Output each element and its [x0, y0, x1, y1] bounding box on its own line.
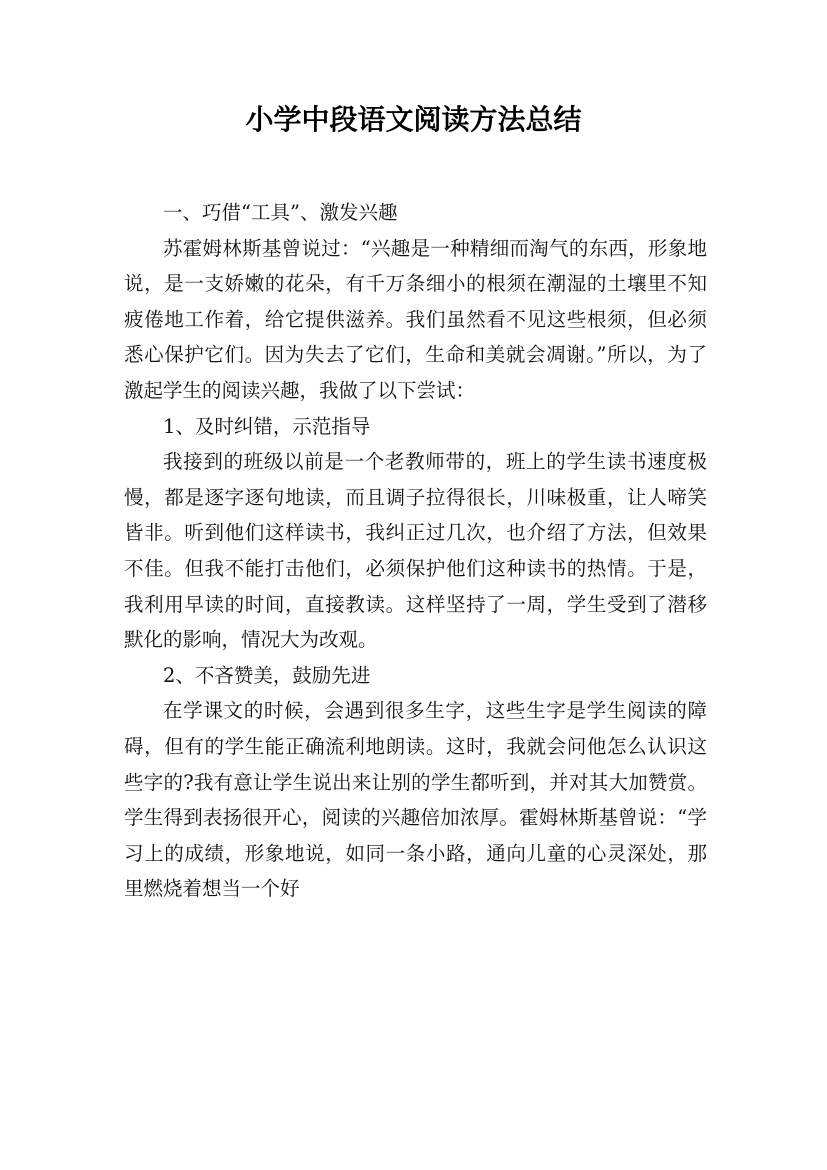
document-body — [124, 195, 707, 907]
section-heading-1: 一、巧借“工具”、激发兴趣 — [163, 201, 398, 224]
page-title: 小学中段语文阅读方法总结 — [245, 103, 582, 136]
paragraph-3: 在学课文的时候，会遇到很多生字，这些生字是学生阅读的障碍，但有的学生能正确流利地朗读。这时，我就会问他怎么认识这些字的?我有意让学生说出来让别的学生都听到，并对其大加赞赏。学生得到表扬很开心，阅读的兴趣倍加浓厚。霍姆林斯基曾说：“学习上的成绩，形象地说，如同一条小路，通向儿童的心灵深处，那里燃烧着想当一个好 — [124, 699, 707, 901]
paragraph-1: 苏霍姆林斯基曾说过：“兴趣是一种精细而淘气的东西，形象地说，是一支娇嫩的花朵，有千万条细小的根须在潮湿的土壤里不知疲倦地工作着，给它提供滋养。我们虽然看不见这些根须，但必须悉心保护它们。因为失去了它们，生命和美就会凋谢。”所以，为了激起学生的阅读兴趣，我做了以下尝试： — [124, 236, 707, 402]
subheading-2: 2、不吝赞美，鼓励先进 — [163, 663, 371, 687]
paragraph-2: 我接到的班级以前是一个老教师带的，班上的学生读书速度极慢，都是逐字逐句地读，而且调子拉得很长，川味极重，让人啼笑皆非。听到他们这样读书，我纠正过几次，也介绍了方法，但效果不佳。但我不能打击他们，必须保护他们这种读书的热情。于是，我利用早读的时间，直接教读。这样坚持了一周，学生受到了潜移默化的影响，情况大为改观。 — [124, 450, 707, 652]
subheading-1: 1、及时纠错，示范指导 — [163, 414, 371, 438]
